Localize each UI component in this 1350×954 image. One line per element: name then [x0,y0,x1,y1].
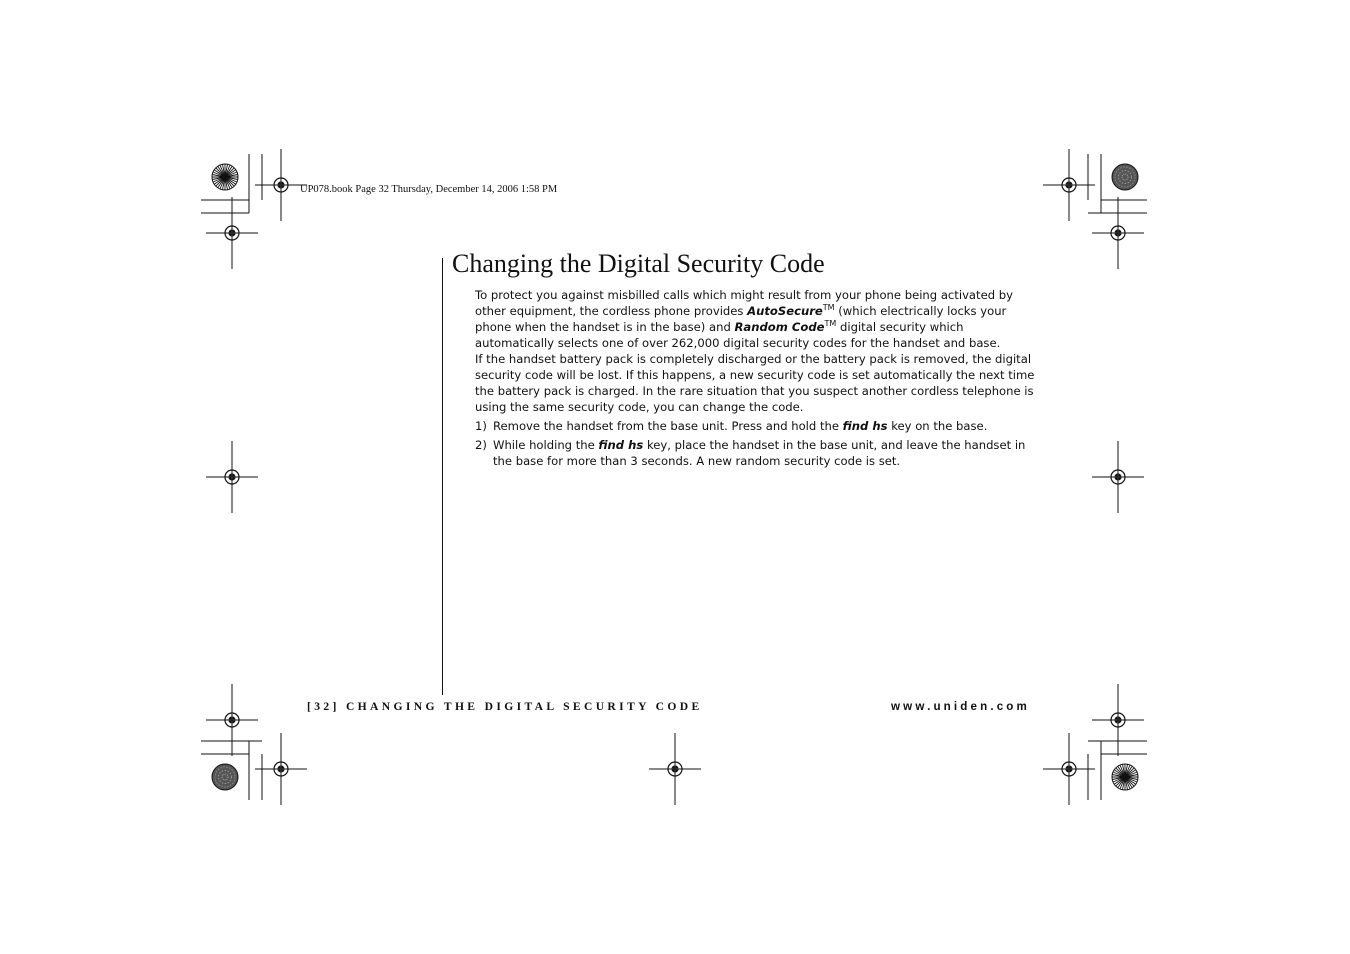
intro-paragraph: To protect you against misbilled calls which might result from your phone being activated by other equipment, the cordless phone provides AutoSecure™ (which electrically locks your phone when the handset is in the base) and Random Code™ digital security which automatically selects one of over 262,000 digital security codes for the handset and base. [475,288,1013,350]
footer-section-label: [32] CHANGING THE DIGITAL SECURITY CODE [307,700,703,713]
step-number: 2) [475,438,487,452]
find-hs-key-label: find hs [842,419,888,433]
margin-rule [442,258,443,695]
step-1: 1) Remove the handset from the base unit. Press and hold the find hs key on the base. [475,419,988,433]
step-2: 2) While holding the find hs key, place the handset in the base unit, and leave the handset in the base for more than 3 seconds. A new random security code is set. [475,438,1026,468]
battery-paragraph: If the handset battery pack is completely discharged or the battery pack is removed, the digital security code will be lost. If this happens, a new security code is set automatically the next time the battery pack is charged. In the rare situation that you suspect another cordless telephone is using the same security code, you can change the code. [475,352,1035,414]
body-text [475,287,1045,469]
print-stamp: UP078.book Page 32 Thursday, December 14, 2006 1:58 PM [300,184,558,195]
trademark-mark: TM [824,319,837,328]
find-hs-key-label: find hs [598,438,644,452]
step-number: 1) [475,419,487,433]
autosecure-term: AutoSecure [747,304,823,318]
page-title: Changing the Digital Security Code [452,249,825,278]
random-code-term: Random Code [734,320,825,334]
footer-website: www.uniden.com [891,700,1031,713]
trademark-mark: TM [822,303,835,312]
